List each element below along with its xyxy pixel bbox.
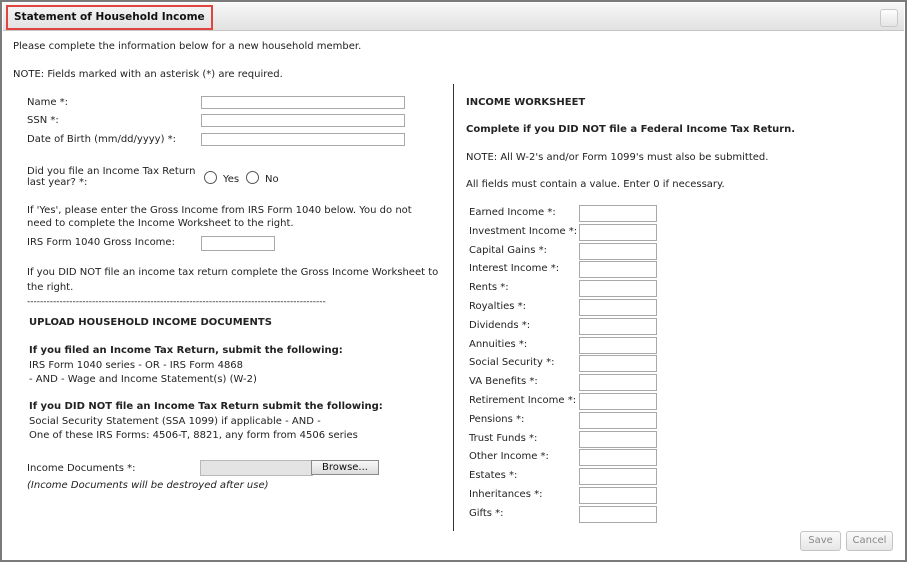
worksheet-field-input[interactable] [579, 224, 657, 241]
worksheet-field-input[interactable] [579, 487, 657, 504]
income-documents-label: Income Documents *: [27, 463, 136, 474]
filed-docs-line1: IRS Form 1040 series - OR - IRS Form 4868 [29, 360, 244, 371]
gross-income-input[interactable] [201, 236, 275, 251]
intro-text: Please complete the information below for a new household member. [13, 41, 362, 52]
worksheet-field-input[interactable] [579, 280, 657, 297]
ssn-label: SSN *: [27, 115, 59, 126]
browse-button[interactable]: Browse... [311, 460, 379, 475]
worksheet-field-label: Royalties *: [469, 301, 527, 312]
column-separator [453, 84, 454, 531]
filed-docs-heading: If you filed an Income Tax Return, submit the following: [29, 345, 343, 356]
worksheet-field-label: Capital Gains *: [469, 244, 547, 256]
filed-docs-line2: - AND - Wage and Income Statement(s) (W-2) [29, 374, 257, 385]
documents-destroyed-note: (Income Documents will be destroyed after use) [27, 480, 269, 491]
ssn-input[interactable] [201, 114, 405, 127]
worksheet-field-input[interactable] [579, 468, 657, 485]
worksheet-field-input[interactable] [579, 318, 657, 335]
yes-instruction-line1: If 'Yes', please enter the Gross Income from IRS Form 1040 below. You do not [27, 205, 412, 216]
not-filed-instruction-line1: If you DID NOT file an income tax return complete the Gross Income Worksheet to [27, 267, 439, 278]
worksheet-field-input[interactable] [579, 412, 657, 429]
file-path-field[interactable] [200, 460, 313, 476]
worksheet-field-input[interactable] [579, 299, 657, 316]
notfiled-docs-line1: Social Security Statement (SSA 1099) if applicable - AND - [29, 416, 321, 427]
no-label: No [265, 174, 279, 185]
worksheet-field-input[interactable] [579, 205, 657, 222]
dob-input[interactable] [201, 133, 405, 146]
dialog-title: Statement of Household Income [6, 5, 213, 30]
worksheet-field-label: VA Benefits *: [469, 376, 538, 388]
worksheet-field-input[interactable] [579, 337, 657, 354]
worksheet-field-label: Investment Income *: [469, 225, 578, 237]
filed-question-line2: last year? *: [27, 177, 88, 188]
notfiled-docs-heading: If you DID NOT file an Income Tax Return submit the following: [29, 401, 383, 412]
worksheet-field-label: Other Income *: [469, 451, 549, 463]
yes-instruction-line2: need to complete the Income Worksheet to the right. [27, 218, 294, 229]
dob-label: Date of Birth (mm/dd/yyyy) *: [27, 134, 177, 145]
cancel-button[interactable]: Cancel [846, 531, 893, 551]
yes-label: Yes [223, 174, 240, 185]
worksheet-field-label: Pensions *: [469, 413, 525, 425]
name-label: Name *: [27, 97, 69, 108]
worksheet-field-input[interactable] [579, 243, 657, 260]
worksheet-field-label: Inheritances *: [469, 489, 543, 500]
required-note: NOTE: Fields marked with an asterisk (*) are required. [13, 69, 283, 80]
filed-no-radio[interactable] [246, 171, 259, 184]
worksheet-field-label: Dividends *: [469, 319, 531, 331]
worksheet-field-label: Gifts *: [469, 507, 504, 519]
worksheet-field-label: Trust Funds *: [469, 432, 538, 444]
worksheet-note: NOTE: All W-2's and/or Form 1099's must also be submitted. [466, 152, 769, 163]
worksheet-field-input[interactable] [579, 431, 657, 448]
worksheet-subtitle: Complete if you DID NOT file a Federal Income Tax Return. [466, 124, 796, 135]
upload-heading: UPLOAD HOUSEHOLD INCOME DOCUMENTS [29, 317, 272, 328]
worksheet-title: INCOME WORKSHEET [466, 97, 586, 108]
dialog-titlebar [3, 3, 904, 31]
close-button[interactable] [880, 9, 898, 27]
worksheet-field-label: Estates *: [469, 470, 518, 482]
worksheet-field-label: Earned Income *: [469, 207, 556, 218]
worksheet-field-input[interactable] [579, 355, 657, 372]
save-button[interactable]: Save [800, 531, 841, 551]
worksheet-field-input[interactable] [579, 261, 657, 278]
worksheet-field-label: Social Security *: [469, 357, 555, 369]
not-filed-instruction-line2: the right. [27, 282, 74, 293]
notfiled-docs-line2: One of these IRS Forms: 4506-T, 8821, any form from 4506 series [29, 430, 358, 441]
filed-yes-radio[interactable] [204, 171, 217, 184]
worksheet-field-label: Retirement Income *: [469, 395, 577, 406]
worksheet-instruction: All fields must contain a value. Enter 0 if necessary. [466, 179, 725, 190]
filed-question-line1: Did you file an Income Tax Return [27, 166, 196, 177]
worksheet-field-input[interactable] [579, 449, 657, 466]
worksheet-field-input[interactable] [579, 374, 657, 391]
worksheet-field-label: Rents *: [469, 282, 509, 294]
divider-dashes: -------------------------------------------------------------------------------------------- [27, 297, 326, 307]
worksheet-field-label: Interest Income *: [469, 263, 560, 275]
worksheet-field-input[interactable] [579, 506, 657, 523]
worksheet-field-label: Annuities *: [469, 338, 528, 350]
gross-income-label: IRS Form 1040 Gross Income: [27, 237, 175, 248]
name-input[interactable] [201, 96, 405, 109]
worksheet-field-input[interactable] [579, 393, 657, 410]
